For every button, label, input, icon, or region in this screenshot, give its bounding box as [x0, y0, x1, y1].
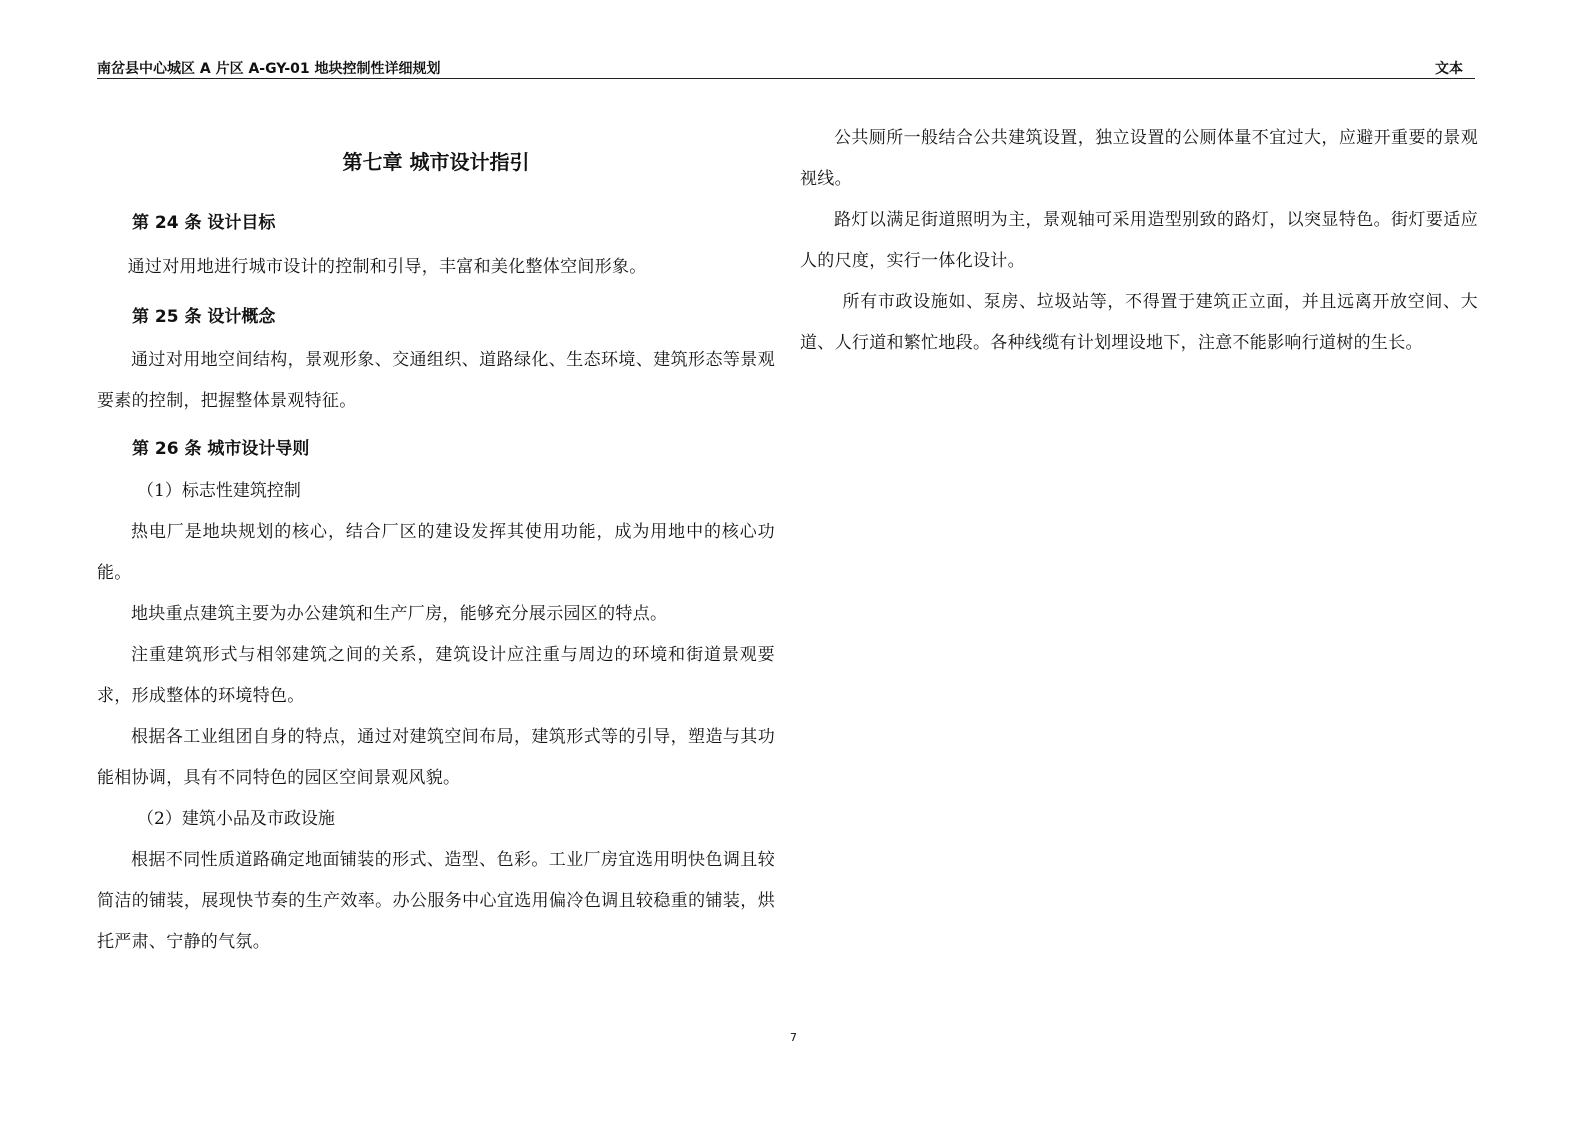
article-24-heading: 第 24 条 设计目标: [132, 213, 276, 233]
right-column: [800, 118, 1478, 364]
subsection-1-title: （1）标志性建筑控制: [137, 481, 301, 501]
paragraph-building-form: 注重建筑形式与相邻建筑之间的关系，建筑设计应注重与周边的环境和街道景观要求，形成整体的环境特色。: [97, 645, 775, 706]
article-25-heading: 第 25 条 设计概念: [132, 307, 276, 327]
paragraph-key-buildings: 地块重点建筑主要为办公建筑和生产厂房，能够充分展示园区的特点。: [131, 604, 668, 624]
subsection-2-title: （2）建筑小品及市政设施: [137, 809, 335, 829]
article-25-paragraph: 通过对用地空间结构，景观形象、交通组织、道路绿化、生态环境、建筑形态等景观要素的控制，把握整体景观特征。: [97, 350, 775, 411]
paragraph-paving: 根据不同性质道路确定地面铺装的形式、造型、色彩。工业厂房宜选用明快色调且较简洁的铺装，展现快节奏的生产效率。办公服务中心宜选用偏冷色调且较稳重的铺装，烘托严肃、宁静的气氛。: [97, 850, 775, 952]
paragraph-municipal-facilities: 所有市政设施如、泵房、垃圾站等，不得置于建筑正立面，并且远离开放空间、大道、人行道和繁忙地段。各种线缆有计划埋设地下，注意不能影响行道树的生长。: [800, 292, 1478, 353]
paragraph-core-function: 热电厂是地块规划的核心，结合厂区的建设发挥其使用功能，成为用地中的核心功能。: [97, 522, 775, 583]
article-24-paragraph: 通过对用地进行城市设计的控制和引导，丰富和美化整体空间形象。: [127, 257, 647, 277]
section-label: 文本: [1435, 61, 1463, 77]
document-title: 南岔县中心城区 A 片区 A-GY-01 地块控制性详细规划: [97, 61, 441, 77]
chapter-title: 第七章 城市设计指引: [342, 150, 530, 174]
page-header: [97, 56, 1475, 79]
paragraph-public-toilets: 公共厕所一般结合公共建筑设置，独立设置的公厕体量不宜过大，应避开重要的景观视线。: [800, 128, 1478, 189]
paragraph-street-lights: 路灯以满足街道照明为主，景观轴可采用造型别致的路灯，以突显特色。街灯要适应人的尺度，实行一体化设计。: [800, 210, 1478, 271]
article-26-heading: 第 26 条 城市设计导则: [132, 439, 310, 459]
page-number: 7: [790, 1031, 797, 1044]
paragraph-industrial-groups: 根据各工业组团自身的特点，通过对建筑空间布局，建筑形式等的引导，塑造与其功能相协调，具有不同特色的园区空间景观风貌。: [97, 727, 775, 788]
left-column: [97, 118, 775, 963]
